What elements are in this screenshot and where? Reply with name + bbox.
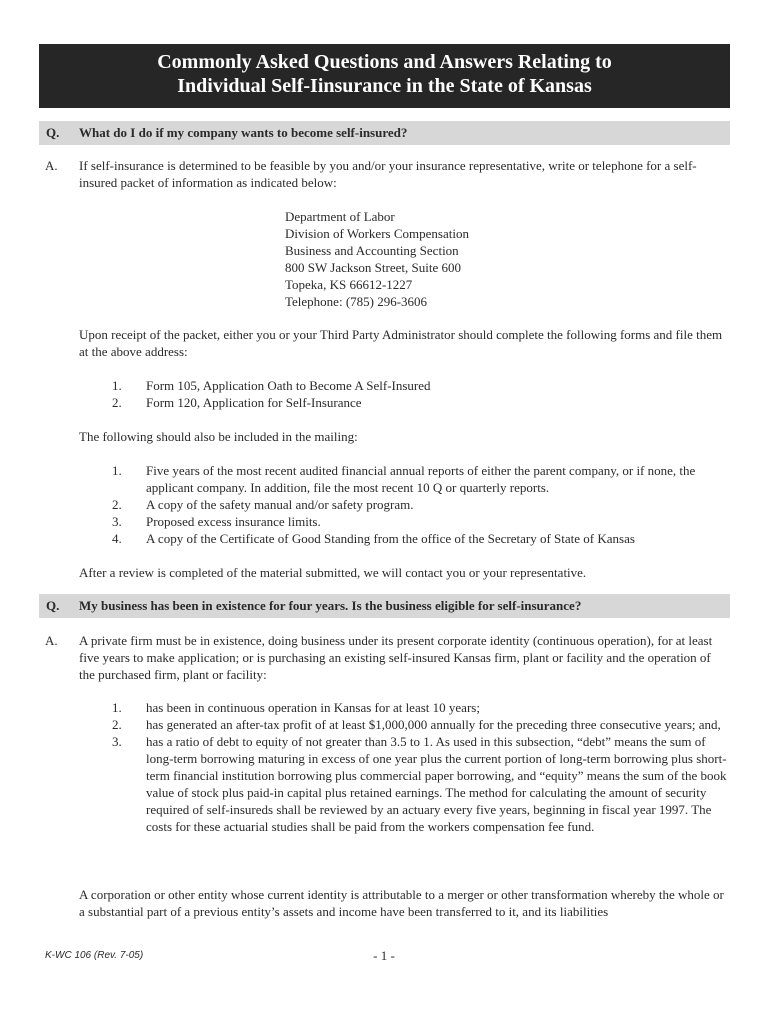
- address-line: Department of Labor: [285, 209, 395, 224]
- list-item: 1. Form 105, Application Oath to Become A Self-Insured: [112, 378, 431, 393]
- page-number: - 1 -: [373, 948, 395, 963]
- forms-list: [79, 377, 729, 411]
- mailing-intro: The following should also be included in the mailing:: [79, 429, 358, 444]
- question-label: Q.: [46, 125, 60, 140]
- answer-closing: After a review is completed of the material submitted, we will contact you or your representative.: [79, 565, 587, 580]
- question-2: [39, 594, 730, 618]
- list-item: 1. has been in continuous operation in Kansas for at least 10 years;: [112, 700, 480, 715]
- list-item: 3. has a ratio of debt to equity of not greater than 3.5 to 1. As used in this subsection, “debt” means the sum of long-term borrowing maturing in excess of one year plus the current portion of long-term borrowing plus short-term financial institution borrowing plus commercial paper borrowing, and “equity” means the sum of the book value of stock plus paid-in capital plus retained earnings. The method for calculating the amount of security required of self-insureds shall be reviewed by an actuary every five years, beginning in fiscal year 1997. The costs for these actuarial studies shall be paid from the workers compensation fee fund.: [112, 734, 727, 834]
- address-line: Division of Workers Compensation: [285, 226, 469, 241]
- address-line: Business and Accounting Section: [285, 243, 459, 258]
- title-line-1: Commonly Asked Questions and Answers Relating to: [157, 51, 612, 73]
- question-text: My business has been in existence for four years. Is the business eligible for self-insurance?: [79, 598, 582, 613]
- address-line: Topeka, KS 66612-1227: [285, 277, 413, 292]
- list-item: 4. A copy of the Certificate of Good Standing from the office of the Secretary of State of Kansas: [112, 531, 635, 546]
- list-item: 2. A copy of the safety manual and/or safety program.: [112, 497, 414, 512]
- mailing-list: [79, 462, 729, 547]
- question-1: [39, 121, 730, 145]
- answer-label: A.: [45, 158, 58, 173]
- question-text: What do I do if my company wants to become self-insured?: [79, 125, 408, 140]
- address-line: 800 SW Jackson Street, Suite 600: [285, 260, 461, 275]
- form-id: K-WC 106 (Rev. 7-05): [45, 950, 144, 961]
- document-title: [39, 44, 730, 108]
- list-item: 3. Proposed excess insurance limits.: [112, 514, 321, 529]
- answer-intro: If self-insurance is determined to be feasible by you and/or your insurance representative, write or telephone for a self-insured packet of information as indicated below:: [79, 158, 697, 190]
- title-line-2: Individual Self-Iinsurance in the State of Kansas: [177, 75, 592, 97]
- forms-intro: Upon receipt of the packet, either you or your Third Party Administrator should complete the following forms and file them at the above address:: [79, 327, 723, 359]
- list-item: 2. Form 120, Application for Self-Insurance: [112, 395, 362, 410]
- list-item: 2. has generated an after-tax profit of at least $1,000,000 annually for the preceding three consecutive years; and,: [112, 717, 721, 732]
- answer-closing: A corporation or other entity whose current identity is attributable to a merger or other transformation whereby the whole or a substantial part of a previous entity’s assets and income have been transferred to it, and its liabilities: [79, 887, 724, 919]
- question-label: Q.: [46, 598, 60, 613]
- answer-intro: A private firm must be in existence, doing business under its present corporate identity (continuous operation), for at least five years to make application; or is purchasing an existing self-insured Kansas firm, plant or facility and the operation of the purchased firm, plant or facility:: [79, 633, 713, 682]
- address-line: Telephone: (785) 296-3606: [285, 294, 428, 309]
- criteria-list: [79, 699, 729, 835]
- address-block: [285, 208, 469, 310]
- list-item: 1. Five years of the most recent audited financial annual reports of either the parent company, or if none, the applicant company. In addition, file the most recent 10 Q or quarterly reports.: [112, 463, 696, 495]
- answer-label: A.: [45, 633, 58, 648]
